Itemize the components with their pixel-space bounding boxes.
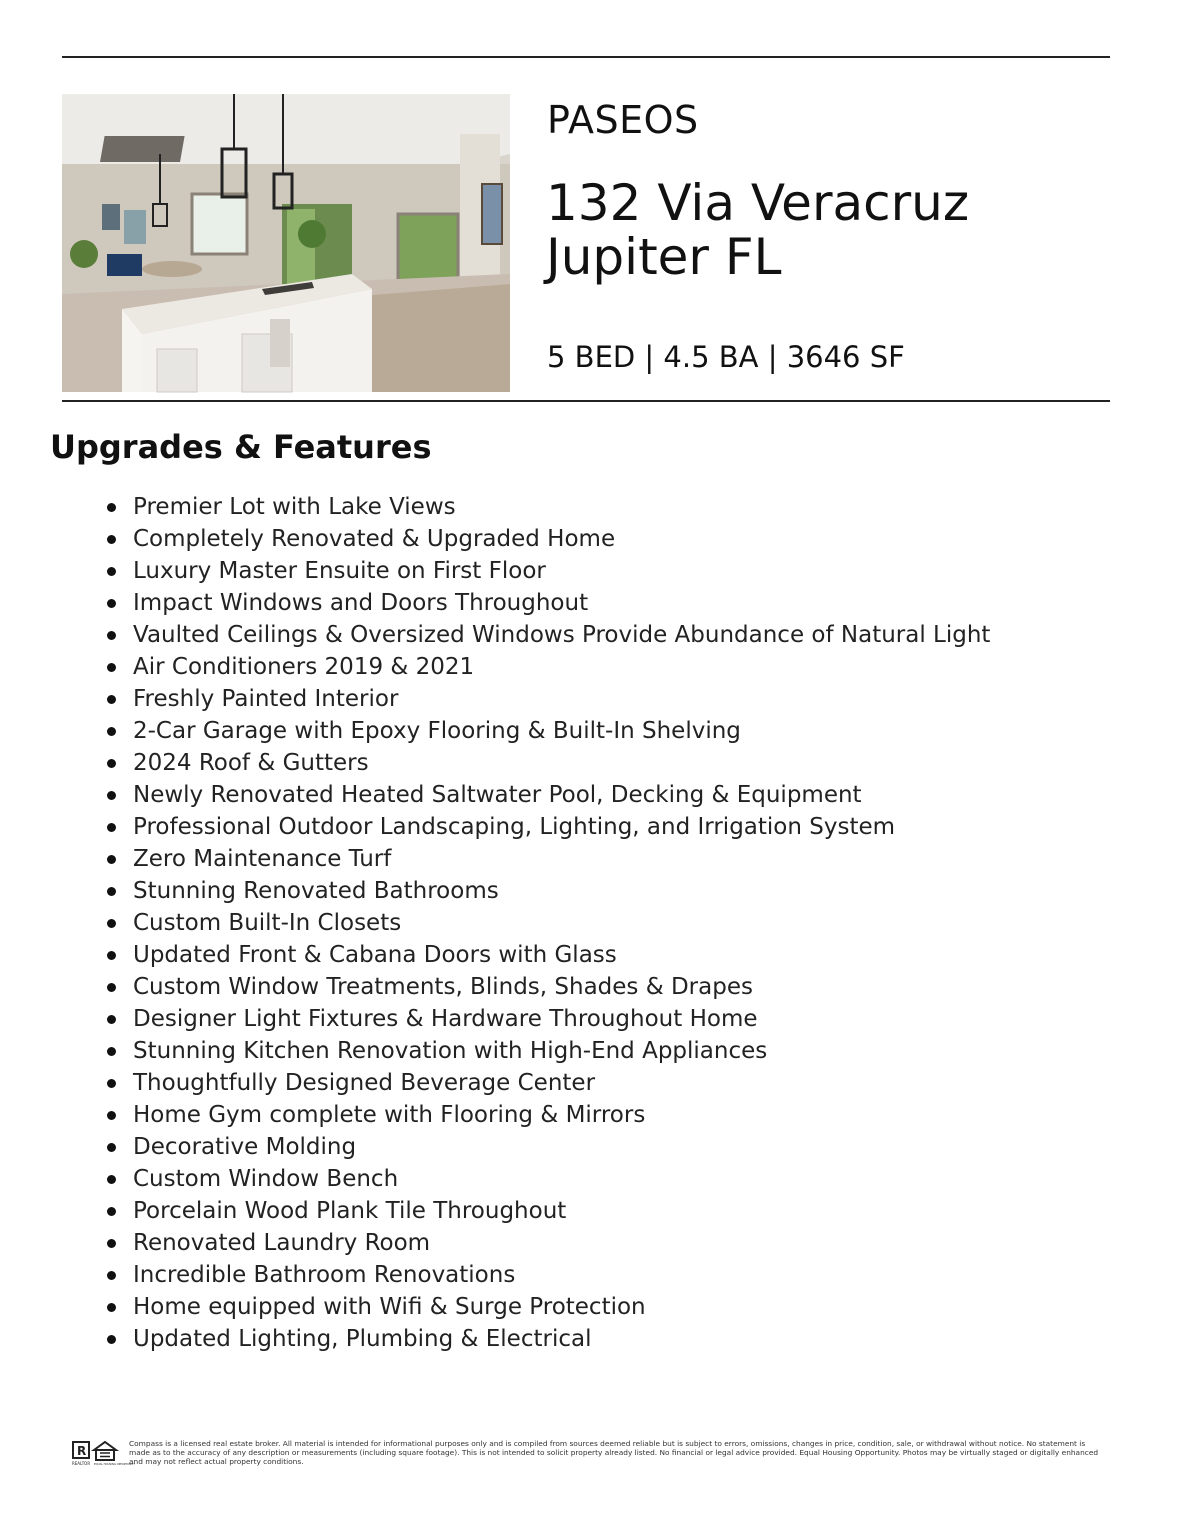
feature-text: Vaulted Ceilings & Oversized Windows Provide Abundance of Natural Light	[133, 622, 991, 648]
header-divider	[62, 400, 1110, 402]
address-line-2: Jupiter FL	[546, 228, 782, 286]
svg-text:R: R	[77, 1444, 87, 1458]
feature-text: Custom Window Treatments, Blinds, Shades & Drapes	[133, 974, 753, 1000]
feature-text: Luxury Master Ensuite on First Floor	[133, 558, 546, 584]
bullet-icon	[107, 1175, 116, 1184]
feature-item	[0, 555, 990, 587]
feature-item	[0, 683, 990, 715]
bullet-icon	[107, 599, 116, 608]
bullet-icon	[107, 727, 116, 736]
feature-item	[0, 1003, 990, 1035]
feature-item	[0, 747, 990, 779]
equal-housing-logo-text: EQUAL HOUSING OPPORTUNITY	[94, 1463, 135, 1466]
top-divider	[62, 56, 1110, 58]
feature-text: Updated Front & Cabana Doors with Glass	[133, 942, 617, 968]
feature-item	[0, 1099, 990, 1131]
feature-item	[0, 587, 990, 619]
feature-text: 2-Car Garage with Epoxy Flooring & Built-In Shelving	[133, 718, 741, 744]
features-heading: Upgrades & Features	[50, 428, 432, 466]
address-line-1: 132 Via Veracruz	[546, 174, 970, 232]
feature-item	[0, 1195, 990, 1227]
bullet-icon	[107, 887, 116, 896]
feature-item	[0, 1131, 990, 1163]
feature-item	[0, 875, 990, 907]
community-name: PASEOS	[547, 98, 699, 142]
feature-text: Air Conditioners 2019 & 2021	[133, 654, 475, 680]
bullet-icon	[107, 1335, 116, 1344]
feature-text: Renovated Laundry Room	[133, 1230, 431, 1256]
bullet-icon	[107, 503, 116, 512]
feature-item	[0, 843, 990, 875]
feature-text: Updated Lighting, Plumbing & Electrical	[133, 1326, 592, 1352]
feature-text: Newly Renovated Heated Saltwater Pool, Decking & Equipment	[133, 782, 862, 808]
feature-text: Porcelain Wood Plank Tile Throughout	[133, 1198, 567, 1224]
feature-text: Premier Lot with Lake Views	[133, 494, 456, 520]
feature-text: Zero Maintenance Turf	[133, 846, 392, 872]
feature-item	[0, 1163, 990, 1195]
bullet-icon	[107, 535, 116, 544]
property-specs: 5 BED | 4.5 BA | 3646 SF	[547, 340, 905, 374]
bullet-icon	[107, 1303, 116, 1312]
realtor-logo-text: REALTOR	[72, 1461, 91, 1466]
feature-text: Decorative Molding	[133, 1134, 357, 1160]
bullet-icon	[107, 1143, 116, 1152]
bullet-icon	[107, 919, 116, 928]
feature-text: Home Gym complete with Flooring & Mirrors	[133, 1102, 646, 1128]
bullet-icon	[107, 695, 116, 704]
bullet-icon	[107, 1111, 116, 1120]
feature-text: Custom Built-In Closets	[133, 910, 402, 936]
feature-text: Designer Light Fixtures & Hardware Throughout Home	[133, 1006, 758, 1032]
feature-item	[0, 1227, 990, 1259]
feature-text: Completely Renovated & Upgraded Home	[133, 526, 616, 552]
bullet-icon	[107, 1271, 116, 1280]
property-address	[546, 176, 969, 284]
bullet-icon	[107, 1079, 116, 1088]
feature-item	[0, 523, 990, 555]
feature-text: Custom Window Bench	[133, 1166, 399, 1192]
feature-item	[0, 1323, 990, 1355]
feature-item	[0, 939, 990, 971]
property-photo	[62, 94, 510, 392]
bullet-icon	[107, 1239, 116, 1248]
feature-text: Incredible Bathroom Renovations	[133, 1262, 516, 1288]
feature-item	[0, 619, 990, 651]
bullet-icon	[107, 759, 116, 768]
bullet-icon	[107, 663, 116, 672]
feature-item	[0, 971, 990, 1003]
bullet-icon	[107, 1207, 116, 1216]
bullet-icon	[107, 791, 116, 800]
bullet-icon	[107, 823, 116, 832]
feature-text: Stunning Kitchen Renovation with High-End Appliances	[133, 1038, 768, 1064]
features-list	[0, 491, 990, 1355]
bullet-icon	[107, 1015, 116, 1024]
feature-text: Impact Windows and Doors Throughout	[133, 590, 589, 616]
bullet-icon	[107, 567, 116, 576]
feature-item	[0, 715, 990, 747]
bullet-icon	[107, 855, 116, 864]
bullet-icon	[107, 951, 116, 960]
feature-item	[0, 907, 990, 939]
realtor-logo	[72, 1442, 90, 1466]
feature-text: Professional Outdoor Landscaping, Lighting, and Irrigation System	[133, 814, 896, 840]
feature-text: Freshly Painted Interior	[133, 686, 399, 712]
bullet-icon	[107, 983, 116, 992]
footer-logos	[72, 1441, 135, 1467]
feature-item	[0, 1259, 990, 1291]
feature-item	[0, 811, 990, 843]
feature-text: Stunning Renovated Bathrooms	[133, 878, 499, 904]
feature-text: Home equipped with Wifi & Surge Protection	[133, 1294, 646, 1320]
legal-disclaimer: Compass is a licensed real estate broker. All material is intended for informational purposes only and is compiled from sources deemed reliable but is subject to errors, omissions, changes in price, condition, sale, or withdrawal without notice. No statement is made as to the accuracy of any description or measurements (including square footage). This is not intended to solicit property already listed. No financial or legal advice provided. Equal Housing Opportunity. Photos may be virtually staged or digitally enhanced and may not reflect actual property conditions.	[129, 1439, 1099, 1466]
bullet-icon	[107, 631, 116, 640]
feature-item	[0, 779, 990, 811]
feature-text: Thoughtfully Designed Beverage Center	[133, 1070, 596, 1096]
feature-item	[0, 491, 990, 523]
feature-text: 2024 Roof & Gutters	[133, 750, 369, 776]
feature-item	[0, 1291, 990, 1323]
feature-item	[0, 1067, 990, 1099]
feature-item	[0, 1035, 990, 1067]
bullet-icon	[107, 1047, 116, 1056]
feature-item	[0, 651, 990, 683]
